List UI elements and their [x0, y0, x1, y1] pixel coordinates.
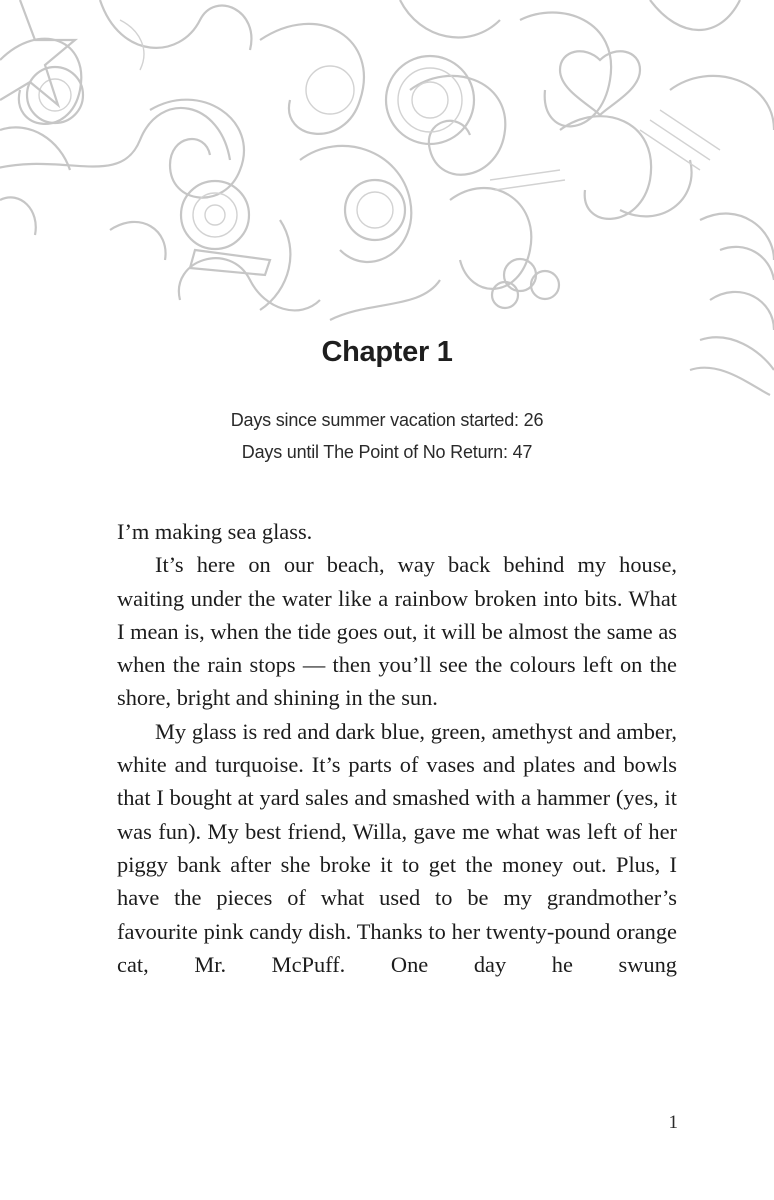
chapter-title: Chapter 1: [321, 336, 453, 368]
chapter-body-text: [117, 515, 677, 981]
page-number: 1: [668, 1112, 678, 1133]
days-since-vacation-counter: Days since summer vacation started: 26: [230, 410, 544, 430]
days-until-return-counter: Days until The Point of No Return: 47: [241, 442, 533, 462]
paragraph-1: I’m making sea glass.: [117, 519, 313, 544]
paragraph-2: It’s here on our beach, way back behind my house, waiting under the water like a rainbow broken into bits. What I mean is, when the tide goes out, it will be almost the same as when the rain stops — then you’ll see the colours left on the shore, bright and shining in the sun.: [117, 552, 677, 711]
paragraph-3: My glass is red and dark blue, green, amethyst and amber, white and turquoise. It’s parts of vases and plates and bowls that I bought at yard sales and smashed with a hammer (yes, it was fun). My best friend, Willa, gave me what was left of her piggy bank after she broke it to get the money out. Plus, I have the pieces of what used to be my grandmother’s favourite pink candy dish. Thanks to her twenty-pound orange cat, Mr. McPuff. One day he swung: [117, 718, 677, 977]
